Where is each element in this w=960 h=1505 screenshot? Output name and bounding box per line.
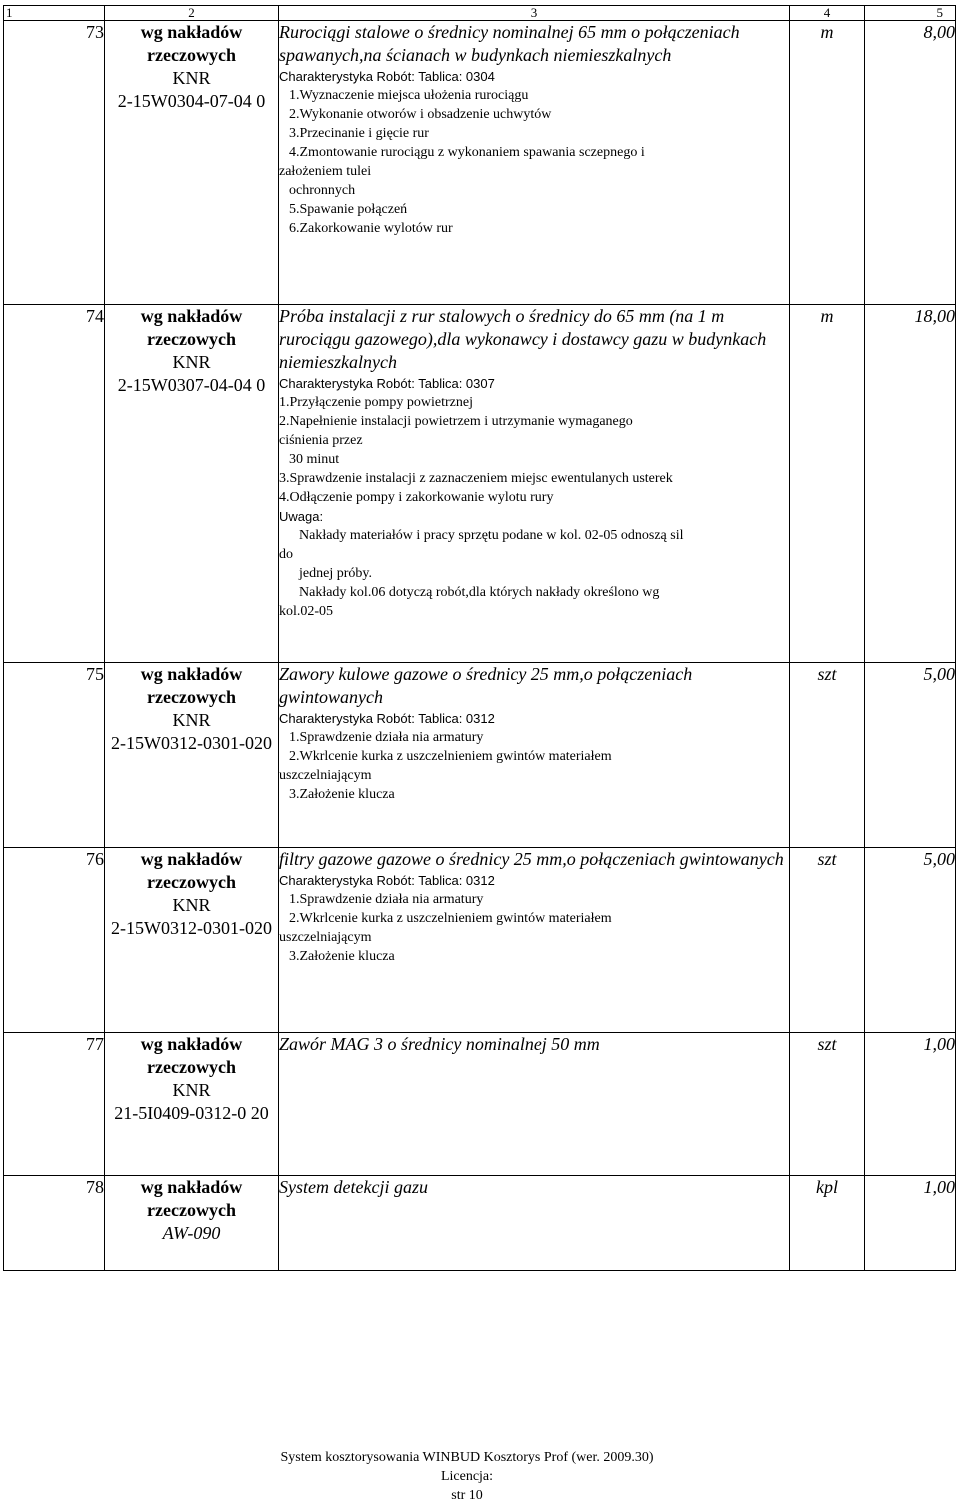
- header-col-3: 3: [279, 6, 790, 21]
- item-title: System detekcji gazu: [279, 1177, 428, 1197]
- item-unit: szt: [790, 848, 865, 1033]
- table-row: [4, 21, 956, 305]
- work-step: 3.Założenie klucza: [289, 949, 395, 964]
- item-number: 74: [4, 305, 105, 663]
- work-step: 1.Wyznaczenie miejsca ułożenia rurociągu: [289, 88, 529, 103]
- item-title: filtry gazowe gazowe o średnicy 25 mm,o połączeniach gwintowanych: [279, 849, 784, 869]
- item-title: Próba instalacji z rur stalowych o średnicy do 65 mm (na 1 m rurociągu gazowego),dla wykonawcy i dostawcy gazu w budynkach niemieszkalnych: [279, 306, 767, 372]
- basis-label: wg nakładów rzeczowych: [140, 664, 243, 707]
- work-step: 6.Zakorkowanie wylotów rur: [289, 221, 453, 236]
- header-col-4: 4: [790, 6, 865, 21]
- item-basis: [105, 305, 279, 663]
- work-characteristics: Charakterystyka Robót: Tablica: 0307: [279, 376, 495, 391]
- basis-label: wg nakładów rzeczowych: [140, 22, 243, 65]
- item-title: Zawór MAG 3 o średnicy nominalnej 50 mm: [279, 1034, 600, 1054]
- item-quantity: 5,00: [865, 848, 956, 1033]
- header-col-1: 1: [4, 6, 105, 21]
- item-basis: [105, 848, 279, 1033]
- item-quantity: 18,00: [865, 305, 956, 663]
- table-row: [4, 1176, 956, 1271]
- note-line: Nakłady kol.06 dotyczą robót,dla których nakłady określono wg: [299, 585, 660, 600]
- work-characteristics: Charakterystyka Robót: Tablica: 0312: [279, 873, 495, 888]
- work-step: 2.Wkrlcenie kurka z uszczelnieniem gwintów materiałem: [289, 749, 612, 764]
- work-step: 4.Zmontowanie rurociągu z wykonaniem spawania sczepnego i: [289, 145, 645, 160]
- item-number: 78: [4, 1176, 105, 1271]
- item-basis: [105, 1176, 279, 1271]
- footer-software-line: System kosztorysowania WINBUD Kosztorys Prof (wer. 2009.30): [280, 1450, 654, 1465]
- item-number: 73: [4, 21, 105, 305]
- basis-catalog: KNR: [172, 1080, 211, 1100]
- work-step: uszczelniającym: [279, 768, 372, 783]
- work-step: założeniem tulei: [279, 164, 372, 179]
- note-line: jednej próby.: [299, 566, 372, 581]
- item-title: Zawory kulowe gazowe o średnicy 25 mm,o połączeniach gwintowanych: [279, 664, 693, 707]
- work-step: 5.Spawanie połączeń: [289, 202, 408, 217]
- work-step: 1.Sprawdzenie działa nia armatury: [289, 892, 484, 907]
- work-step: 4.Odłączenie pompy i zakorkowanie wylotu rury: [279, 490, 554, 505]
- item-description: [279, 1176, 790, 1271]
- basis-catalog: KNR: [172, 68, 211, 88]
- work-characteristics: Charakterystyka Robót: Tablica: 0304: [279, 69, 495, 84]
- work-step: 2.Napełnienie instalacji powietrzem i utrzymanie wymaganego: [279, 414, 633, 429]
- basis-catalog: KNR: [172, 352, 211, 372]
- item-number: 77: [4, 1033, 105, 1176]
- work-step: 30 minut: [289, 452, 340, 467]
- basis-code: 2-15W0312-0301-020: [111, 733, 272, 753]
- item-number: 75: [4, 663, 105, 848]
- work-step: 3.Założenie klucza: [289, 787, 395, 802]
- item-unit: szt: [790, 663, 865, 848]
- work-step: 2.Wykonanie otworów i obsadzenie uchwytów: [289, 107, 552, 122]
- table-row: [4, 848, 956, 1033]
- item-quantity: 1,00: [865, 1033, 956, 1176]
- item-description: [279, 1033, 790, 1176]
- table-row: [4, 305, 956, 663]
- footer-license-line: Licencja:: [440, 1469, 494, 1484]
- basis-label: wg nakładów rzeczowych: [140, 1034, 243, 1077]
- item-title: Rurociągi stalowe o średnicy nominalnej 65 mm o połączeniach spawanych,na ścianach w budynkach niemieszkalnych: [279, 22, 740, 65]
- basis-code: 2-15W0312-0301-020: [111, 918, 272, 938]
- table-row: [4, 663, 956, 848]
- basis-catalog: KNR: [172, 710, 211, 730]
- item-description: [279, 21, 790, 305]
- basis-code: 21-5I0409-0312-0 20: [114, 1103, 269, 1123]
- footer-page-number: str 10: [451, 1488, 483, 1503]
- table-row: [4, 1033, 956, 1176]
- note-line: Nakłady materiałów i pracy sprzętu podane w kol. 02-05 odnoszą sil: [299, 528, 684, 543]
- item-description: [279, 305, 790, 663]
- work-step: 3.Sprawdzenie instalacji z zaznaczeniem miejsc ewentulanych usterek: [279, 471, 673, 486]
- work-step: 3.Przecinanie i gięcie rur: [289, 126, 429, 141]
- work-characteristics: Charakterystyka Robót: Tablica: 0312: [279, 711, 495, 726]
- basis-label: wg nakładów rzeczowych: [140, 1177, 243, 1220]
- work-step: uszczelniającym: [279, 930, 372, 945]
- item-number: 76: [4, 848, 105, 1033]
- work-step: ciśnienia przez: [279, 433, 363, 448]
- basis-code: AW-090: [162, 1223, 221, 1243]
- basis-code: 2-15W0304-07-04 0: [117, 91, 266, 111]
- header-col-5: 5: [865, 6, 956, 21]
- column-number-header: [4, 6, 956, 21]
- note-line: do: [279, 547, 293, 562]
- item-unit: m: [790, 305, 865, 663]
- item-description: [279, 848, 790, 1033]
- basis-label: wg nakładów rzeczowych: [140, 849, 243, 892]
- work-step: 1.Sprawdzenie działa nia armatury: [289, 730, 484, 745]
- work-step: 2.Wkrlcenie kurka z uszczelnieniem gwintów materiałem: [289, 911, 612, 926]
- note-line: kol.02-05: [279, 604, 334, 619]
- item-quantity: 1,00: [865, 1176, 956, 1271]
- item-unit: szt: [790, 1033, 865, 1176]
- item-basis: [105, 663, 279, 848]
- cost-estimate-table: [3, 5, 956, 1271]
- header-col-2: 2: [105, 6, 279, 21]
- item-unit: kpl: [790, 1176, 865, 1271]
- basis-code: 2-15W0307-04-04 0: [117, 375, 266, 395]
- item-quantity: 8,00: [865, 21, 956, 305]
- basis-catalog: KNR: [172, 895, 211, 915]
- item-basis: [105, 1033, 279, 1176]
- note-label: Uwaga:: [279, 509, 324, 524]
- item-description: [279, 663, 790, 848]
- item-unit: m: [790, 21, 865, 305]
- work-step: ochronnych: [289, 183, 356, 198]
- basis-label: wg nakładów rzeczowych: [140, 306, 243, 349]
- item-basis: [105, 21, 279, 305]
- item-quantity: 5,00: [865, 663, 956, 848]
- work-step: 1.Przyłączenie pompy powietrznej: [279, 395, 473, 410]
